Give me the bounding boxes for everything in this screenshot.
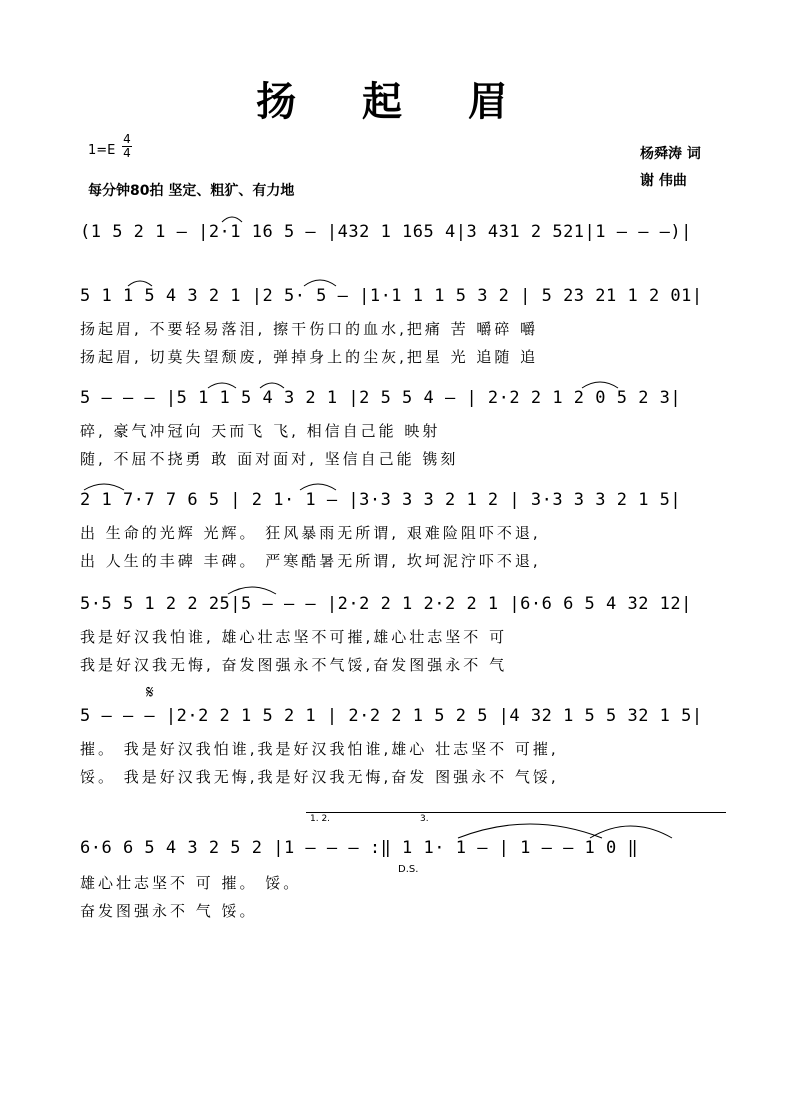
notation-row-1: (1 5 2 1 – |2·1 16 5 – |432 1 165 4|3 431 2 521|1 – – –)| xyxy=(80,222,692,242)
lyric-row-4-verse-2: 出 人生的丰碑 丰碑。 严寒酷暑无所谓, 坎坷泥泞吓不退, xyxy=(80,552,541,570)
lyric-row-3-verse-2: 随, 不屈不挠勇 敢 面对面对, 坚信自己能 镌刻 xyxy=(80,450,459,468)
lyric-row-6-verse-1: 摧。 我是好汉我怕谁,我是好汉我怕谁,雄心 壮志坚不 可摧, xyxy=(80,740,559,758)
notation-row-2: 5 1 1 5 4 3 2 1 |2 5· 5 – |1·1 1 1 5 3 2 | 5 23 21 1 2 01| xyxy=(80,286,703,306)
notation-row-3: 5 – – – |5 1 1 5 4 3 2 1 |2 5 5 4 – | 2·2 2 1 2 0 5 2 3| xyxy=(80,388,682,408)
dal-segno: D.S. xyxy=(398,864,419,875)
lyric-row-7-verse-1: 雄心壮志坚不 可 摧。 馁。 xyxy=(80,874,302,892)
time-sig-bottom: 4 xyxy=(123,146,131,160)
volta-2-label: 3. xyxy=(420,814,429,824)
key-signature: 1=E xyxy=(88,143,116,158)
notation-row-4: 2 1 7·7 7 6 5 | 2 1· 1 – |3·3 3 3 2 1 2 | 3·3 3 3 2 1 5| xyxy=(80,490,682,510)
lyric-row-5-verse-2: 我是好汉我无悔, 奋发图强永不气馁,奋发图强永不 气 xyxy=(80,656,508,674)
lyric-row-2-verse-2: 扬起眉, 切莫失望颓废, 弹掉身上的尘灰,把星 光 追随 追 xyxy=(80,348,539,366)
volta-1-label: 1. 2. xyxy=(310,814,331,824)
lyric-row-7-verse-2: 奋发图强永不 气 馁。 xyxy=(80,902,258,920)
notation-row-7: 6·6 6 5 4 3 2 5 2 |1 – – – :‖ 1 1· 1 – | 1 – – 1 0 ‖ xyxy=(80,838,639,858)
lyric-row-4-verse-1: 出 生命的光辉 光辉。 狂风暴雨无所谓, 艰难险阻吓不退, xyxy=(80,524,541,542)
lyric-row-3-verse-1: 碎, 豪气冲冠向 天而飞 飞, 相信自己能 映射 xyxy=(80,422,441,440)
time-sig-top: 4 xyxy=(123,132,131,146)
segno-icon: 𝄋 xyxy=(146,682,154,703)
song-title: 扬 起 眉 xyxy=(256,78,534,125)
composer-credit: 谢 伟曲 xyxy=(640,173,687,189)
lyric-row-6-verse-2: 馁。 我是好汉我无悔,我是好汉我无悔,奋发 图强永不 气馁, xyxy=(80,768,559,786)
notation-row-6: 5 – – – |2·2 2 1 5 2 1 | 2·2 2 1 5 2 5 |4 32 1 5 5 32 1 5| xyxy=(80,706,703,726)
lyricist-credit: 杨舜涛 词 xyxy=(640,146,701,162)
tempo-marking: 每分钟80拍 坚定、粗犷、有力地 xyxy=(88,183,295,199)
lyric-row-2-verse-1: 扬起眉, 不要轻易落泪, 擦干伤口的血水,把痛 苦 嚼碎 嚼 xyxy=(80,320,539,338)
notation-row-5: 5·5 5 1 2 2 25|5 – – – |2·2 2 1 2·2 2 1 |6·6 6 5 4 32 12| xyxy=(80,594,692,614)
lyric-row-5-verse-1: 我是好汉我怕谁, 雄心壮志坚不可摧,雄心壮志坚不 可 xyxy=(80,628,508,646)
